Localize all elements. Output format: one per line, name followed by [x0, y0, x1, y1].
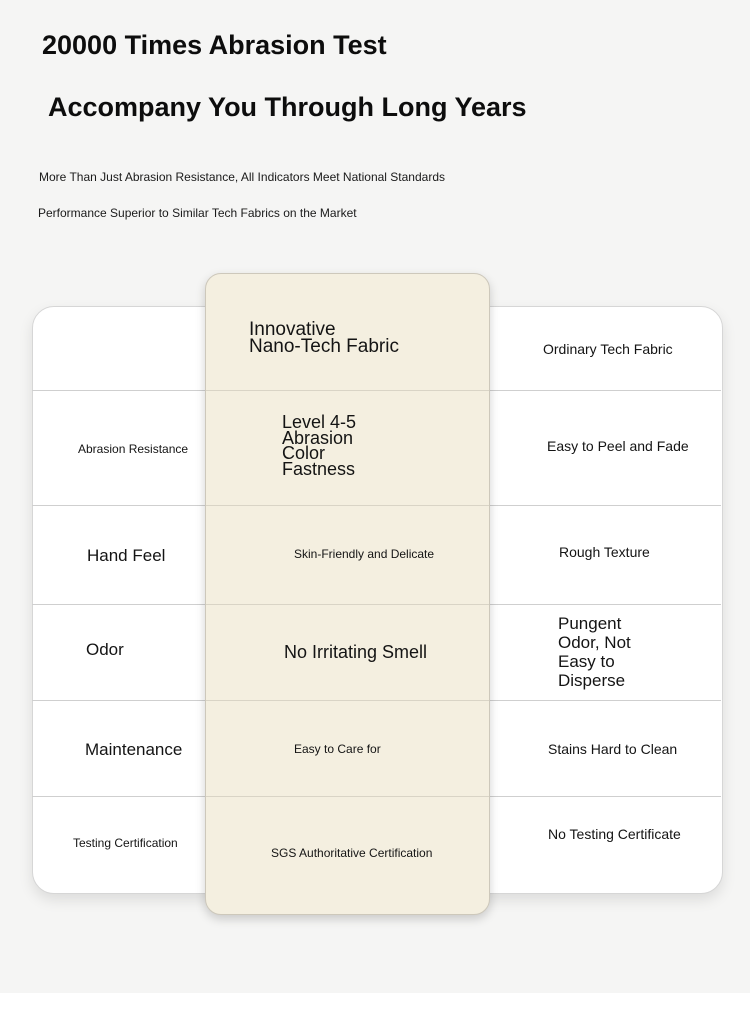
ordinary-odor-line: Easy to	[558, 652, 615, 671]
ordinary-odor-line: Pungent	[558, 614, 622, 633]
headline-line-1: 20000 Times Abrasion Test	[42, 30, 387, 60]
row-label-maintenance: Maintenance	[85, 740, 183, 759]
subtitle-line-2: Performance Superior to Similar Tech Fabrics on the Market	[38, 206, 357, 220]
featured-header-line: Nano-Tech Fabric	[249, 336, 399, 357]
row-label-abrasion: Abrasion Resistance	[78, 442, 189, 456]
featured-abrasion	[282, 412, 357, 479]
featured-column	[205, 273, 490, 915]
featured-header	[249, 321, 399, 355]
row-label-hand-feel: Hand Feel	[87, 546, 166, 565]
featured-hand-feel: Skin-Friendly and Delicate	[294, 547, 435, 561]
headline-line-2: Accompany You Through Long Years	[48, 92, 527, 122]
featured-row-divider	[206, 700, 489, 701]
ordinary-maintenance: Stains Hard to Clean	[548, 741, 678, 757]
row-label-odor: Odor	[86, 640, 124, 659]
featured-abrasion-line: Level 4-5	[282, 412, 357, 432]
featured-row-divider	[206, 505, 489, 506]
featured-row-divider	[206, 796, 489, 797]
ordinary-odor-line: Disperse	[558, 671, 626, 690]
row-label-testing: Testing Certification	[73, 836, 178, 850]
ordinary-odor-line: Odor, Not	[558, 633, 631, 652]
featured-abrasion-line: Abrasion	[282, 427, 354, 448]
featured-row-divider	[206, 390, 489, 391]
ordinary-testing: No Testing Certificate	[548, 826, 681, 842]
subtitle-line-1: More Than Just Abrasion Resistance, All Indicators Meet National Standards	[39, 170, 445, 184]
ordinary-abrasion: Easy to Peel and Fade	[547, 438, 689, 454]
featured-abrasion-line: Color	[282, 443, 326, 463]
ordinary-header: Ordinary Tech Fabric	[543, 341, 673, 357]
ordinary-hand-feel: Rough Texture	[559, 544, 650, 560]
ordinary-odor	[558, 614, 631, 690]
featured-maintenance: Easy to Care for	[294, 742, 381, 756]
featured-testing: SGS Authoritative Certification	[271, 846, 433, 860]
featured-header-line: Innovative	[249, 319, 336, 340]
featured-row-divider	[206, 604, 489, 605]
featured-odor: No Irritating Smell	[284, 642, 428, 662]
featured-abrasion-line: Fastness	[282, 458, 356, 479]
